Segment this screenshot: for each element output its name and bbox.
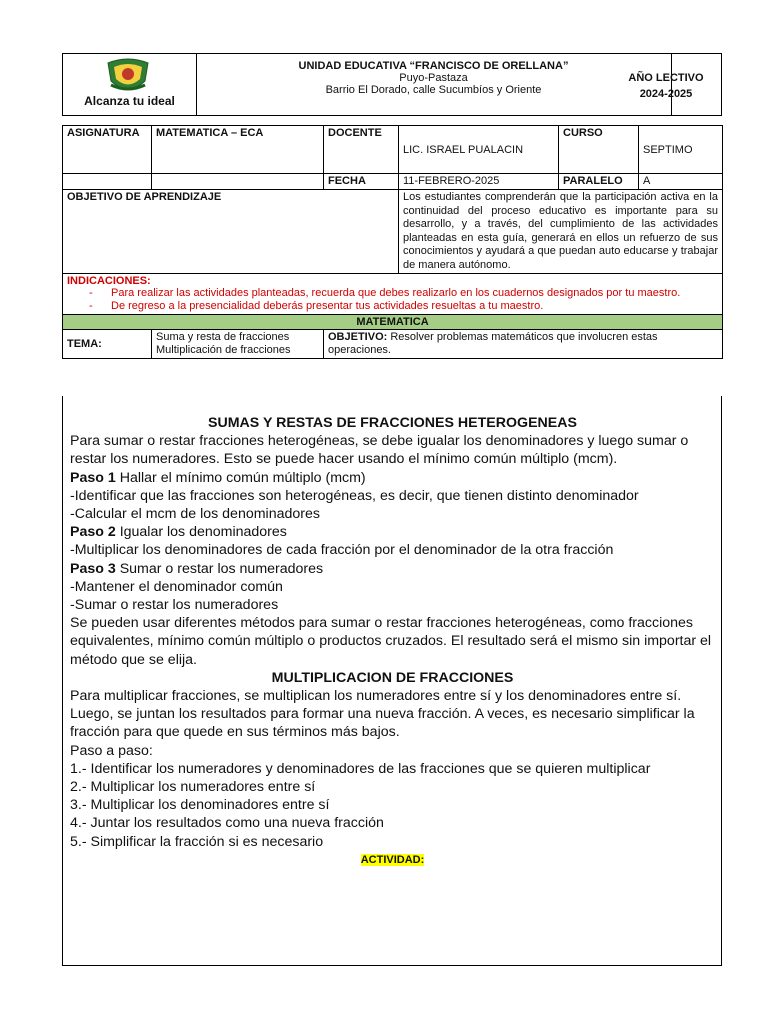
docente-label: DOCENTE	[324, 126, 399, 174]
objetivo-label: OBJETIVO DE APRENDIZAJE	[63, 190, 399, 274]
paso-3-b: -Sumar o restar los numeradores	[70, 597, 279, 614]
indicaciones-cell	[63, 274, 723, 315]
step-item: 5.- Simplificar la fracción si es necesario	[70, 833, 324, 850]
tema-row	[63, 330, 723, 359]
school-location: Puyo-Pastaza	[399, 72, 468, 84]
logo-cell	[63, 54, 197, 115]
asignatura-label: ASIGNATURA	[63, 126, 152, 174]
step-item: 3.- Multiplicar los denominadores entre sí	[70, 797, 330, 814]
paso-a-paso-label: Paso a paso:	[70, 742, 153, 759]
logo-caption: Alcanza tu ideal	[84, 94, 175, 108]
paso-2: Paso 2 Igualar los denominadores	[70, 524, 287, 541]
title-sumas-restas: SUMAS Y RESTAS DE FRACCIONES HETEROGENEAS	[208, 415, 577, 431]
indicacion-1: - Para realizar las actividades planteadas, recuerda que debes realizarlo en los cuadernos designados por tu maestro.	[67, 287, 718, 300]
paso-1-a: -Identificar que las fracciones son heterogéneas, es decir, que tienen distinto denominador	[70, 487, 639, 504]
school-name: UNIDAD EDUCATIVA “FRANCISCO DE ORELLANA”	[298, 60, 569, 72]
mult-intro-paragraph: Para multiplicar fracciones, se multiplican los numeradores entre sí y los denominadores entre sí. Luego, se juntan los resultados para formar una nueva fracción. A veces, es necesario simplificar la fracción para que quede en sus términos más bajos.	[70, 688, 695, 741]
indicacion-2: - De regreso a la presencialidad deberás presentar tus actividades resueltas a tu maestro.	[67, 300, 718, 313]
paso-1-b: -Calcular el mcm de los denominadores	[70, 506, 320, 523]
fecha-value: 11-FEBRERO-2025	[399, 174, 559, 190]
curso-value: SEPTIMO	[639, 126, 723, 174]
paso-1: Paso 1 Hallar el mínimo común múltiplo (mcm)	[70, 469, 366, 486]
lesson-content	[62, 396, 722, 966]
step-item: 1.- Identificar los numeradores y denominadores de las fracciones que se quieren multiplicar	[70, 760, 651, 777]
info-table	[62, 125, 723, 359]
paso-2-a: -Multiplicar los denominadores de cada fracción por el denominador de la otra fracción	[70, 542, 614, 559]
step-item: 2.- Multiplicar los numeradores entre sí	[70, 779, 316, 796]
paso-3-label: Paso 3	[70, 560, 116, 577]
indicaciones-label: INDICACIONES:	[67, 275, 151, 287]
tema-cell	[152, 330, 324, 359]
school-info-cell	[196, 54, 672, 115]
paso-3-a: -Mantener el denominador común	[70, 578, 283, 595]
objetivo-text: Los estudiantes comprenderán que la participación activa en la continuidad del proceso educativo es importante para su desarrollo, y a través, del cumplimiento de las actividades planteadas en esta guía, generará en ellos un refuerzo de sus conocimientos y ayudará a que puedan auto educarse y trabajar de manera autónomo.	[399, 190, 723, 274]
document-header	[62, 53, 722, 116]
paso-2-label: Paso 2	[70, 524, 116, 541]
curso-label: CURSO	[559, 126, 639, 174]
school-shield-logo	[105, 57, 151, 95]
objetivo-row	[63, 190, 723, 274]
metodos-paragraph: Se pueden usar diferentes métodos para sumar o restar fracciones heterogéneas, como fracciones equivalentes, mínimo común múltiplo o productos cruzados. El resultado será el mismo sin importar el método que se elija.	[70, 615, 712, 668]
info-row-2	[63, 174, 723, 190]
title-multiplicacion: MULTIPLICACION DE FRACCIONES	[271, 669, 514, 686]
intro-paragraph: Para sumar o restar fracciones heterogéneas, se debe igualar los denominadores y luego sumar o restar los numeradores. Esto se puede hacer usando el mínimo común múltiplo (mcm).	[70, 433, 689, 468]
year-value: 2024-2025	[639, 88, 693, 100]
paso-3: Paso 3 Sumar o restar los numeradores	[70, 560, 324, 577]
docente-value: LIC. ISRAEL PUALACIN	[399, 126, 559, 174]
school-address: Barrio El Dorado, calle Sucumbíos y Oriente	[325, 84, 542, 96]
paso-1-label: Paso 1	[70, 469, 116, 486]
tema-label: TEMA:	[63, 330, 152, 359]
actividad-heading	[70, 851, 715, 869]
objetivo-short-label: OBJETIVO:	[328, 331, 388, 343]
paralelo-label: PARALELO	[559, 174, 639, 190]
indicaciones-row	[63, 274, 723, 315]
paralelo-value: A	[639, 174, 723, 190]
objetivo-short-cell	[324, 330, 723, 359]
actividad-label: ACTIVIDAD:	[360, 853, 425, 866]
section-band-row	[63, 315, 723, 330]
step-item: 4.- Juntar los resultados como una nueva fracción	[70, 815, 384, 832]
tema-line-2: Multiplicación de fracciones	[156, 344, 291, 356]
year-label: AÑO LECTIVO	[628, 72, 704, 84]
info-row-1	[63, 126, 723, 174]
asignatura-value: MATEMATICA – ECA	[152, 126, 324, 174]
objetivo-short-text: Resolver problemas matemáticos que involucren estas operaciones.	[328, 331, 658, 356]
section-band: MATEMATICA	[63, 315, 723, 330]
fecha-label: FECHA	[324, 174, 399, 190]
tema-line-1: Suma y resta de fracciones	[156, 331, 290, 343]
school-year	[616, 70, 716, 102]
